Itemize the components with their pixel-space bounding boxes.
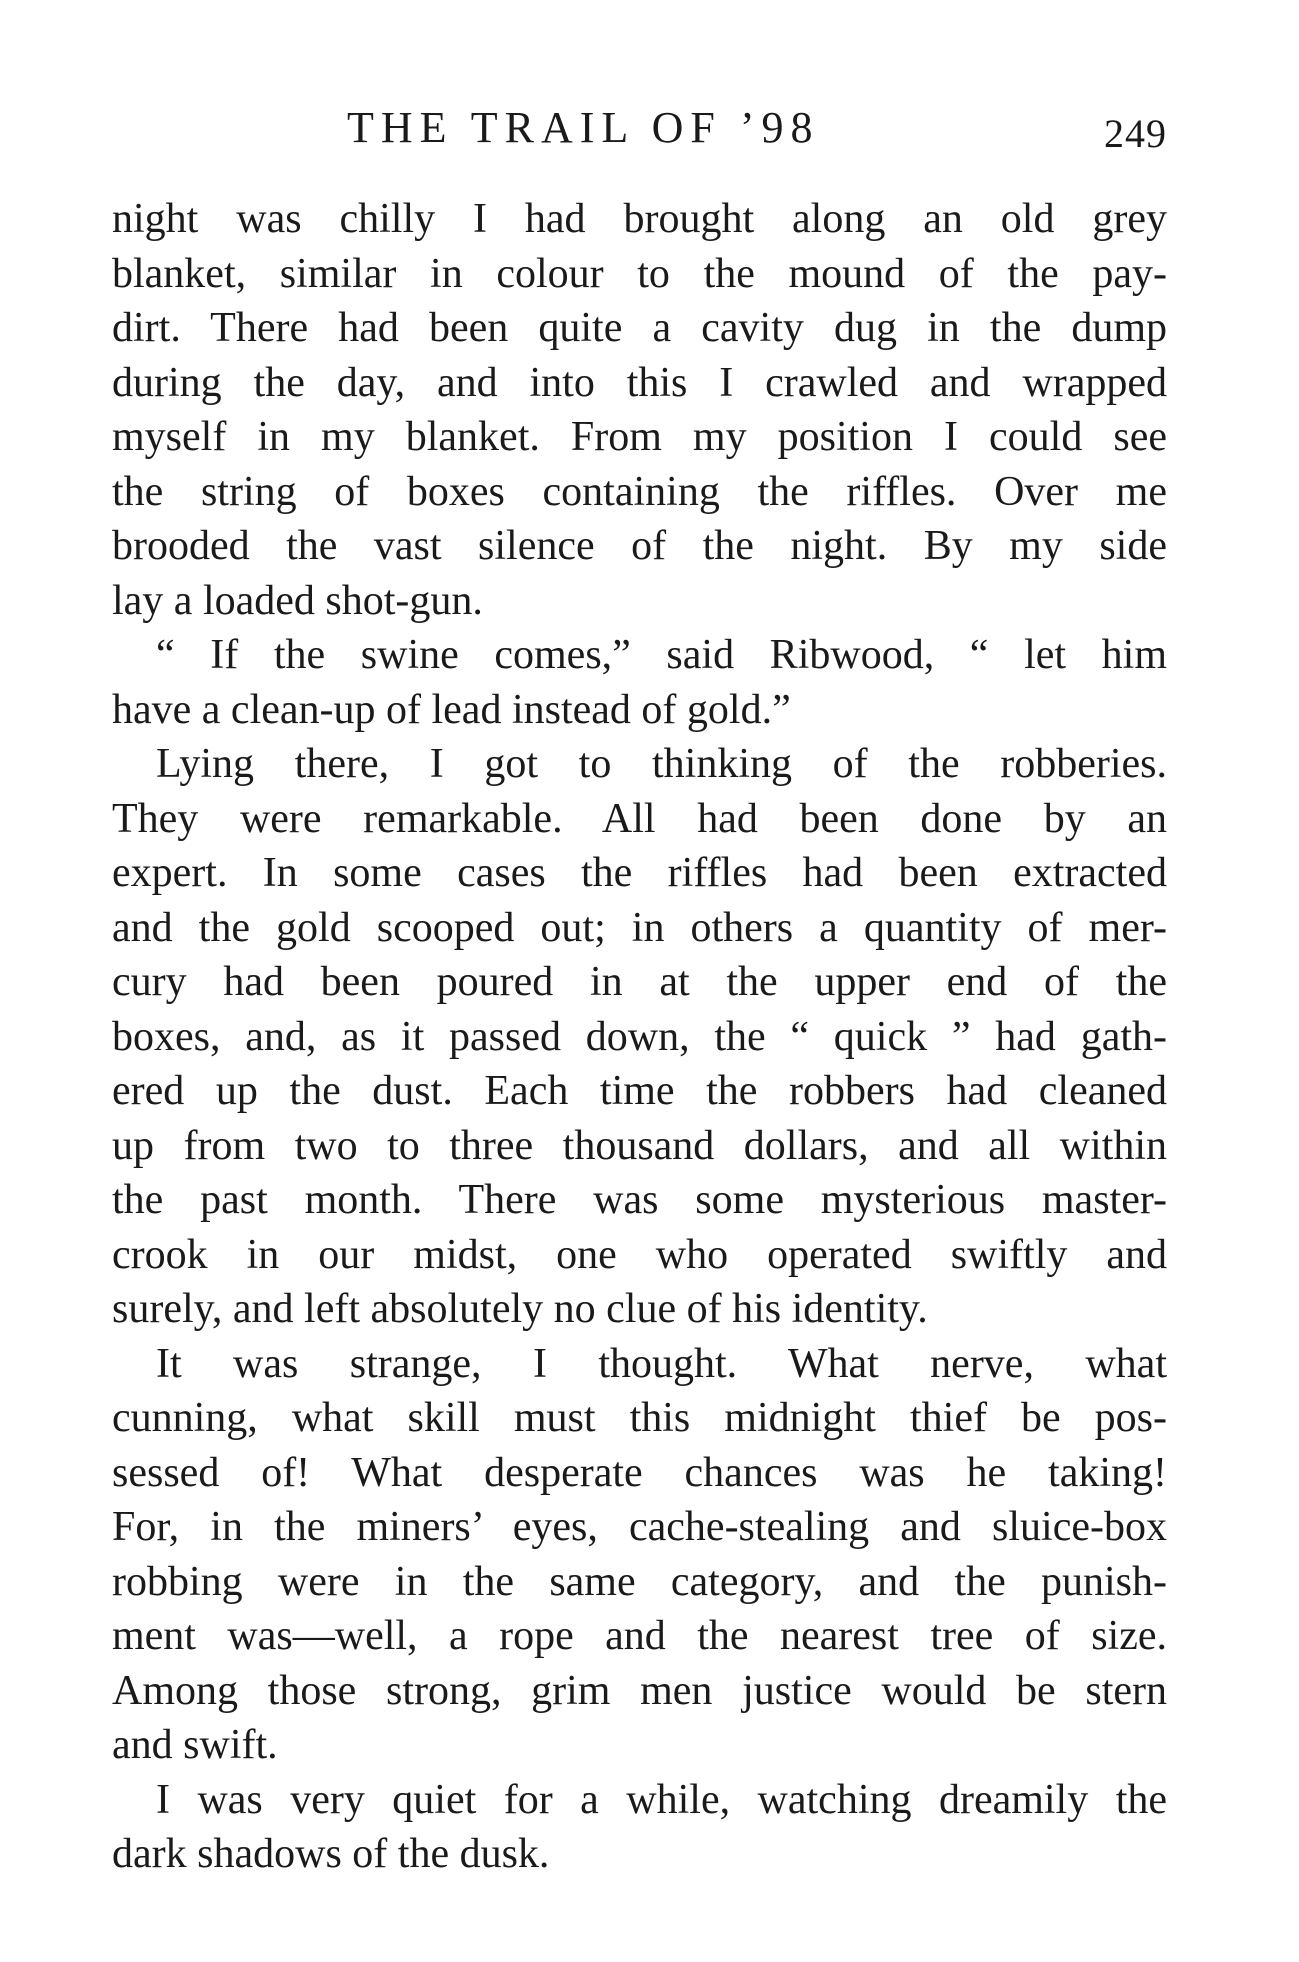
- text-line: the string of boxes containing the riffles. Over me: [112, 468, 1167, 515]
- text-line: sessed of! What desperate chances was he taking!: [112, 1449, 1167, 1496]
- text-line: brooded the vast silence of the night. By my side: [112, 523, 1167, 569]
- body-text: [112, 192, 1167, 1882]
- text-line: cunning, what skill must this midnight thief be pos-: [112, 1395, 1167, 1441]
- text-line: have a clean-up of lead instead of gold.”: [112, 686, 791, 733]
- text-line: dirt. There had been quite a cavity dug in the dump: [112, 305, 1167, 351]
- page-number: 249: [1104, 111, 1167, 156]
- text-line: blanket, similar in colour to the mound of the pay-: [112, 250, 1167, 297]
- text-line: Lying there, I got to thinking of the robberies.: [156, 741, 1167, 787]
- text-line: cury had been poured in at the upper end of the: [112, 959, 1167, 1005]
- text-line: “ If the swine comes,” said Ribwood, “ let him: [156, 632, 1167, 678]
- text-line: the past month. There was some mysterious master-: [112, 1177, 1167, 1223]
- text-line: expert. In some cases the riffles had been extracted: [112, 850, 1167, 896]
- text-line: up from two to three thousand dollars, and all within: [112, 1122, 1167, 1169]
- text-line: myself in my blanket. From my position I could see: [112, 414, 1167, 460]
- text-line: and the gold scooped out; in others a quantity of mer-: [112, 904, 1167, 951]
- running-head: [112, 98, 1167, 158]
- text-line: during the day, and into this I crawled and wrapped: [112, 359, 1167, 406]
- text-line: boxes, and, as it passed down, the “ quick ” had gath-: [112, 1013, 1167, 1060]
- text-line: crook in our midst, one who operated swiftly and: [112, 1231, 1167, 1278]
- text-line: and swift.: [112, 1722, 278, 1768]
- text-line: night was chilly I had brought along an old grey: [112, 196, 1167, 242]
- running-title: THE TRAIL OF ’98: [347, 103, 820, 152]
- text-line: They were remarkable. All had been done by an: [112, 795, 1167, 842]
- text-line: surely, and left absolutely no clue of his identity.: [112, 1286, 928, 1332]
- text-line: ered up the dust. Each time the robbers had cleaned: [112, 1068, 1167, 1114]
- text-line: dark shadows of the dusk.: [112, 1831, 550, 1877]
- text-line: I was very quiet for a while, watching dreamily the: [156, 1776, 1167, 1823]
- text-line: ment was—well, a rope and the nearest tree of size.: [112, 1613, 1167, 1659]
- text-line: For, in the miners’ eyes, cache-stealing and sluice-box: [112, 1504, 1167, 1550]
- text-line: It was strange, I thought. What nerve, what: [156, 1340, 1167, 1387]
- text-line: Among those strong, grim men justice would be stern: [112, 1667, 1167, 1714]
- text-line: lay a loaded shot-gun.: [112, 577, 483, 624]
- text-line: robbing were in the same category, and the punish-: [112, 1558, 1167, 1605]
